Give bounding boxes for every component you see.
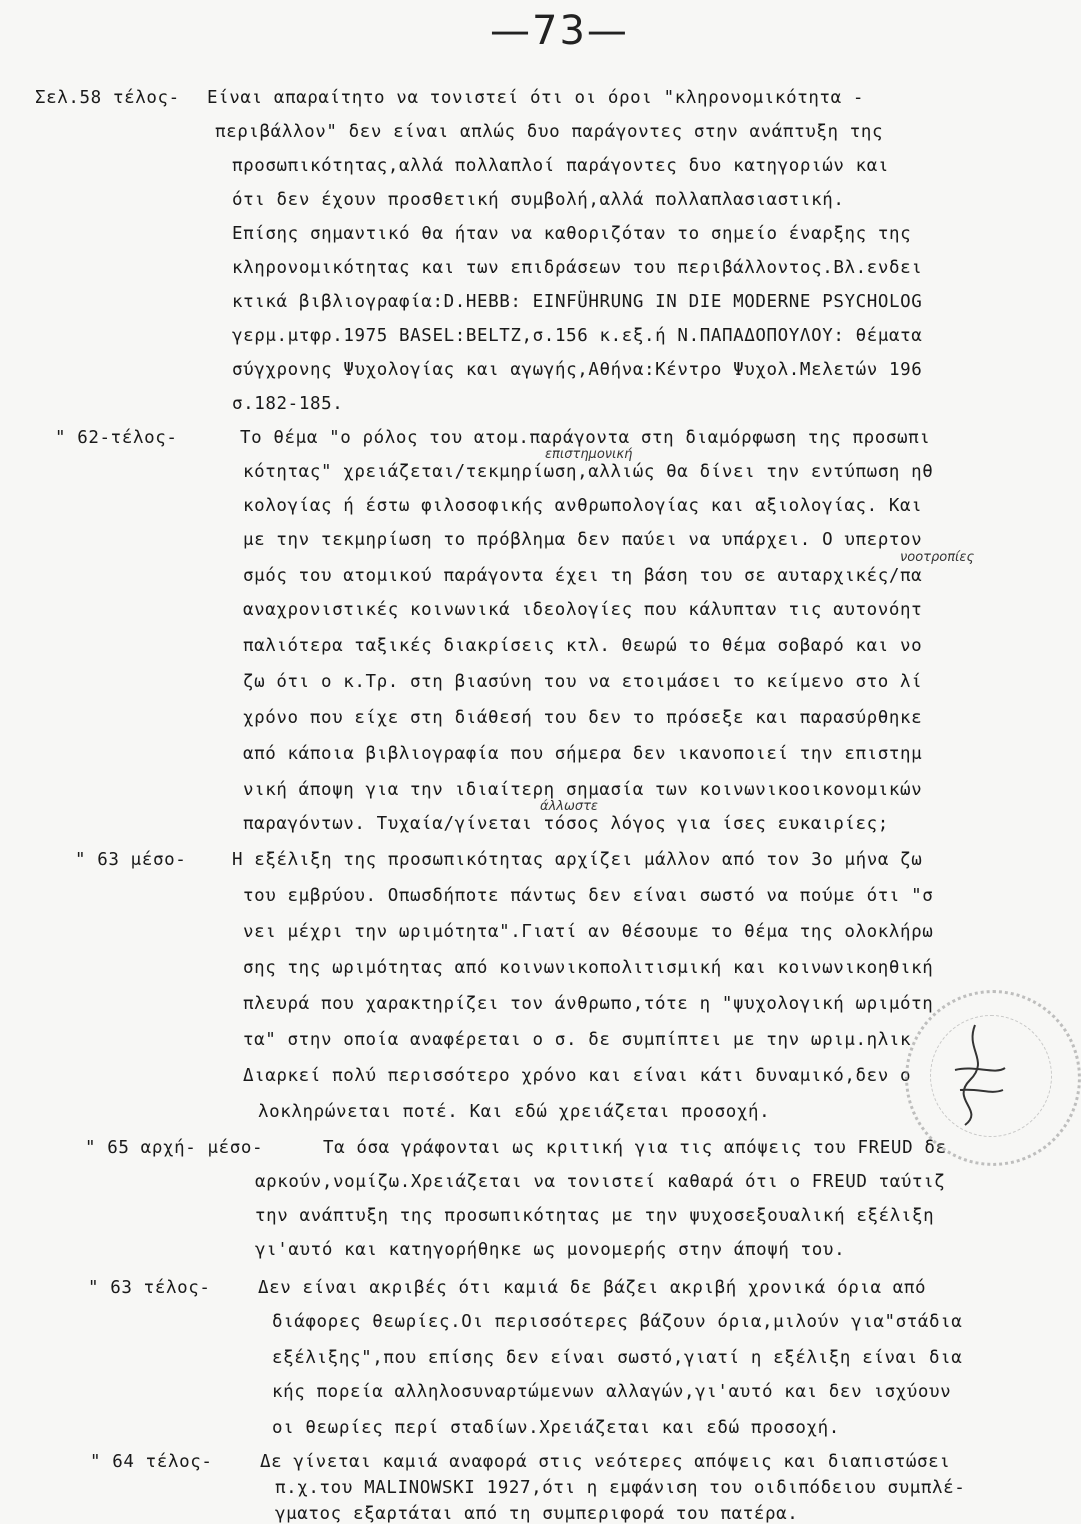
text-line: λοκληρώνεται ποτέ. Και εδώ χρειάζεται προσοχή.: [258, 1102, 771, 1122]
section-ref: " 64 τέλος-: [90, 1452, 213, 1472]
text-line: εξέλιξης",που επίσης δεν είναι σωστό,γιατί η εξέλιξη είναι δια: [272, 1348, 963, 1368]
section-ref: " 63 τέλος-: [88, 1278, 211, 1298]
page-number: —73—: [490, 8, 629, 54]
text-line: γματος εξαρτάται από τη συμπεριφορά του πατέρα.: [275, 1504, 799, 1524]
text-line: σύγχρονης Ψυχολογίας και αγωγής,Αθήνα:Κέντρο Ψυχολ.Μελετών 196: [232, 360, 923, 380]
text-line: κληρονομικότητας και των επιδράσεων του περιβάλλοντος.Βλ.ενδει: [232, 258, 923, 278]
text-line: Τα όσα γράφονται ως κριτική για τις απόψεις του FREUD δε: [323, 1138, 947, 1158]
text-line: Το θέμα "ο ρόλος του ατομ.παράγοντα στη διαμόρφωση της προσωπι: [240, 428, 931, 448]
text-line: Διαρκεί πολύ περισσότερο χρόνο και είναι κάτι δυναμικό,δεν ο: [243, 1066, 912, 1086]
text-line: Είναι απαραίτητο να τονιστεί ότι οι όροι "κληρονομικότητα -: [207, 88, 865, 108]
text-line: Δε γίνεται καμιά αναφορά στις νεότερες απόψεις και διαπιστώσει: [260, 1452, 951, 1472]
text-line: σ.182-185.: [232, 394, 344, 414]
text-line: ότι δεν έχουν προσθετική συμβολή,αλλά πολλαπλασιαστική.: [232, 190, 845, 210]
text-line: ζω ότι ο κ.Τρ. στη βιασύνη του να ετοιμάσει το κείμενο στο λί: [243, 672, 923, 692]
text-line: π.χ.του MALINOWSKI 1927,ότι η εμφάνιση του οιδιπόδειου συμπλέ-: [275, 1478, 966, 1498]
text-line: την ανάπτυξη της προσωπικότητας με την ψυχοσεξουαλική εξέλιξη: [255, 1206, 935, 1226]
section-ref: " 63 μέσο-: [75, 850, 187, 870]
handwritten-insertion: νοοτροπίες: [900, 550, 975, 565]
text-line: κής πορεία αλληλοσυναρτώμενων αλλαγών,γι'αυτό και δεν ισχύουν: [272, 1382, 952, 1402]
text-line: διάφορες θεωρίες.Οι περισσότερες βάζουν όρια,μιλούν για"στάδια: [272, 1312, 963, 1332]
text-line: με την τεκμηρίωση το πρόβλημα δεν παύει να υπάρχει. Ο υπερτον: [243, 530, 923, 550]
text-line: αρκούν,νομίζω.Χρειάζεται να τονιστεί καθαρά ότι ο FREUD ταύτιζ: [255, 1172, 946, 1192]
section-ref: " 62-τέλος-: [55, 428, 178, 448]
text-line: γερμ.μτφρ.1975 BASEL:BELTZ,σ.156 κ.εξ.ή Ν.ΠΑΠΑΔΟΠΟΥΛΟΥ: θέματα: [232, 326, 923, 346]
text-line: κτικά βιβλιογραφία:D.HEBB: EINFÜHRUNG IN DIE MODERNE PSYCHOLOG: [232, 292, 923, 312]
text-line: Επίσης σημαντικό θα ήταν να καθοριζόταν το σημείο έναρξης της: [232, 224, 912, 244]
text-line: νική άποψη για την ιδιαίτερη σημασία των κοινωνικοοικονομικών: [243, 780, 923, 800]
text-line: νει μέχρι την ωριμότητα".Γιατί αν θέσουμε το θέμα της ολοκλήρω: [243, 922, 934, 942]
section-ref: " 65 αρχή- μέσο-: [85, 1138, 264, 1158]
text-line: παλιότερα ταξικές διακρίσεις κτλ. Θεωρώ το θέμα σοβαρό και νο: [243, 636, 923, 656]
text-line: κότητας" χρειάζεται/τεκμηρίωση,αλλιώς θα δίνει την εντύπωση ηθ: [243, 462, 934, 482]
text-line: οι θεωρίες περί σταδίων.Χρειάζεται και εδώ προσοχή.: [272, 1418, 840, 1438]
text-line: πλευρά που χαρακτηρίζει τον άνθρωπο,τότε η "ψυχολογική ωριμότη: [243, 994, 934, 1014]
text-line: γι'αυτό και κατηγορήθηκε ως μονομερής στην άποψή του.: [255, 1240, 846, 1260]
text-line: Δεν είναι ακριβές ότι καμιά δε βάζει ακριβή χρονικά όρια από: [258, 1278, 927, 1298]
handwritten-insertion: επιστημονική: [545, 447, 633, 462]
text-line: του εμβρύου. Οπωσδήποτε πάντως δεν είναι σωστό να πούμε ότι "σ: [243, 886, 934, 906]
text-line: αναχρονιστικές κοινωνικά ιδεολογίες που κάλυπταν τις αυτονόητ: [243, 600, 923, 620]
text-line: Η εξέλιξη της προσωπικότητας αρχίζει μάλλον από τον 3ο μήνα ζω: [232, 850, 923, 870]
text-line: σης της ωριμότητας από κοινωνικοπολιτισμική και κοινωνικοηθική: [243, 958, 934, 978]
text-line: προσωπικότητας,αλλά πολλαπλοί παράγοντες δυο κατηγοριών και: [232, 156, 890, 176]
text-line: περιβάλλον" δεν είναι απλώς δυο παράγοντες στην ανάπτυξη της: [215, 122, 884, 142]
text-line: παραγόντων. Τυχαία/γίνεται τόσος λόγος για ίσες ευκαιρίες;: [243, 814, 889, 834]
text-line: κολογίας ή έστω φιλοσοφικής ανθρωπολογίας και αξιολογίας. Και: [243, 496, 923, 516]
handwritten-insertion: άλλωστε: [540, 799, 598, 814]
text-line: χρόνο που είχε στη διάθεσή του δεν το πρόσεξε και παρασύρθηκε: [243, 708, 923, 728]
text-line: τα" στην οποία αναφέρεται ο σ. δε συμπίπτει με την ωριμ.ηλικ: [243, 1030, 912, 1050]
text-line: από κάποια βιβλιογραφία που σήμερα δεν ικανοποιεί την επιστημ: [243, 744, 923, 764]
section-ref: Σελ.58 τέλος-: [35, 88, 180, 108]
signature: [935, 1020, 1015, 1130]
text-line: σμός του ατομικού παράγοντα έχει τη βάση του σε αυταρχικές/πα: [243, 566, 923, 586]
